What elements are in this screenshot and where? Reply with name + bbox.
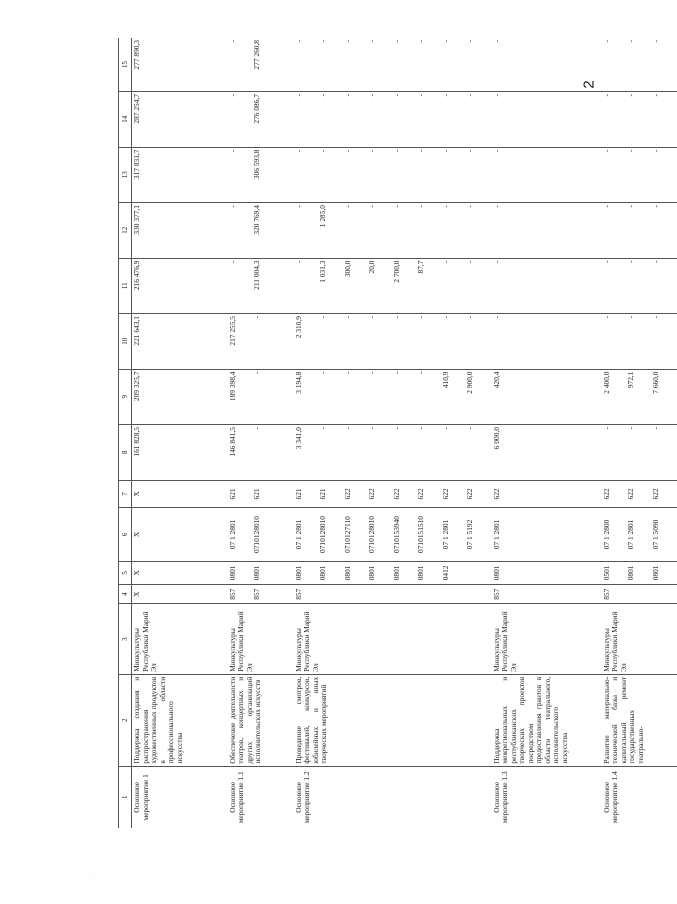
cell-value: 972,1	[626, 371, 635, 389]
cell-value: 87,7	[416, 260, 425, 274]
cell-c10-values	[294, 314, 492, 370]
activity-code	[132, 766, 228, 828]
cell-value: 276 086,7	[252, 94, 261, 124]
activity-row	[228, 38, 294, 828]
cell-value: 0501	[601, 565, 611, 581]
column-number-2: 2	[119, 674, 132, 766]
activity-description	[492, 674, 602, 766]
cell-c10-values	[132, 314, 228, 370]
column-number-5: 5	[119, 561, 132, 584]
column-number-10: 10	[119, 314, 132, 370]
cell-value: -	[293, 40, 303, 43]
cell-value: -	[227, 205, 237, 208]
cell-value: 622	[391, 488, 401, 500]
cell-value: 622	[601, 488, 611, 500]
cell-text: Основное мероприятие 1.2	[293, 771, 312, 824]
column-number-9: 9	[119, 369, 132, 425]
cell-c13-values	[294, 147, 492, 203]
cell-value: 857	[252, 588, 261, 600]
cell-value: 0710153940	[391, 516, 401, 553]
cell-value: 0801	[342, 565, 352, 581]
cell-value: -	[318, 149, 327, 152]
cell-value: -	[391, 94, 401, 97]
scan-mark: ·	[92, 876, 94, 882]
activity-code	[228, 766, 294, 828]
cell-c4-values	[492, 585, 602, 604]
rotated-table-container	[118, 38, 660, 828]
cell-value: -	[342, 94, 352, 97]
cell-value: 622	[416, 488, 425, 500]
cell-c10-values	[492, 314, 602, 370]
cell-value: 300,0	[342, 260, 352, 278]
cell-c12-values	[132, 203, 228, 259]
cell-value: -	[367, 149, 376, 152]
cell-value: -	[440, 427, 450, 430]
cell-value: 0801	[252, 565, 261, 581]
cell-c15-values	[602, 38, 677, 92]
cell-text: Минкультуры Республики Марий Эл	[293, 611, 320, 672]
cell-text: Минкультуры Республики Марий Эл	[227, 611, 254, 672]
cell-value: 07 1 2800	[601, 519, 611, 550]
cell-value: 0710128010	[367, 516, 376, 553]
cell-value: -	[367, 371, 376, 374]
cell-value: -	[391, 427, 401, 430]
cell-c9-values	[228, 369, 294, 425]
cell-c14-values	[132, 92, 228, 148]
cell-c9-values	[492, 369, 602, 425]
activity-description	[228, 674, 294, 766]
cell-value: -	[293, 205, 303, 208]
cell-value: -	[465, 149, 474, 152]
cell-value: -	[416, 205, 425, 208]
cell-value: 3 341,0	[293, 427, 303, 450]
cell-value: -	[465, 316, 474, 319]
cell-value: 277 260,8	[252, 40, 261, 70]
cell-value: -	[342, 149, 352, 152]
column-number-11: 11	[119, 258, 132, 314]
cell-value: -	[626, 427, 635, 430]
cell-c7-values	[602, 480, 677, 508]
cell-value: 320 769,4	[252, 205, 261, 235]
activity-code	[294, 766, 492, 828]
cell-value: -	[227, 260, 237, 263]
cell-value: -	[440, 260, 450, 263]
cell-c7-values	[294, 480, 492, 508]
column-number-7: 7	[119, 480, 132, 508]
cell-text: Поддержка межрегиональных и республиканских творческих проектов посредством предоставления грантов в области театрального, исполнительского искусства	[491, 676, 569, 764]
cell-c13-values	[132, 147, 228, 203]
cell-value: -	[465, 40, 474, 43]
cell-c5-values	[294, 561, 492, 584]
cell-value: 0801	[318, 565, 327, 581]
cell-c6-values	[228, 508, 294, 561]
cell-value: 07 1 2801	[293, 519, 303, 550]
responsible-executor	[492, 604, 602, 674]
page-number: 2	[580, 80, 598, 89]
cell-value: 161 828,5	[132, 427, 141, 457]
cell-value: 621	[318, 488, 327, 500]
cell-value: -	[491, 94, 501, 97]
column-number-3: 3	[119, 604, 132, 674]
activity-row	[492, 38, 602, 828]
cell-value: -	[491, 260, 501, 263]
cell-value: 217 255,5	[227, 316, 237, 346]
cell-value: Х	[132, 570, 141, 576]
cell-value: -	[293, 149, 303, 152]
cell-value: 857	[601, 588, 611, 600]
cell-c10-values	[602, 314, 677, 370]
cell-value: 277 890,3	[132, 40, 141, 70]
cell-value: -	[440, 316, 450, 319]
cell-value: 146 841,5	[227, 427, 237, 457]
cell-value: 221 643,1	[132, 316, 141, 346]
cell-value: -	[491, 149, 501, 152]
cell-c7-values	[228, 480, 294, 508]
cell-c13-values	[228, 147, 294, 203]
cell-c5-values	[132, 561, 228, 584]
cell-c4-values	[228, 585, 294, 604]
cell-value: -	[318, 40, 327, 43]
activity-row	[132, 38, 228, 828]
cell-value: -	[650, 149, 660, 152]
cell-value: 209 325,7	[132, 371, 141, 402]
cell-value: 07 1 5192	[465, 519, 474, 550]
cell-c5-values	[492, 561, 602, 584]
cell-value: -	[391, 316, 401, 319]
cell-value: -	[367, 427, 376, 430]
cell-value: -	[342, 40, 352, 43]
cell-c9-values	[602, 369, 677, 425]
cell-value: 189 398,4	[227, 371, 237, 402]
cell-c9-values	[294, 369, 492, 425]
column-number-14: 14	[119, 92, 132, 148]
cell-value: 07 1 2801	[227, 519, 237, 550]
cell-c9-values	[132, 369, 228, 425]
cell-value: -	[465, 427, 474, 430]
cell-c15-values	[132, 38, 228, 92]
cell-c12-values	[492, 203, 602, 259]
cell-value: -	[440, 40, 450, 43]
cell-value: 07 1 2801	[491, 519, 501, 550]
cell-text: Минкультуры Республики Марий Эл	[132, 611, 159, 672]
cell-value: -	[318, 316, 327, 319]
column-number-6: 6	[119, 508, 132, 561]
cell-value: -	[252, 316, 261, 319]
cell-value: 622	[440, 488, 450, 500]
cell-value: 6 000,0	[491, 427, 501, 450]
cell-c11-values	[492, 258, 602, 314]
cell-c8-values	[294, 425, 492, 481]
cell-value: -	[626, 205, 635, 208]
activity-row	[294, 38, 492, 828]
cell-value: 0801	[367, 565, 376, 581]
cell-value: -	[601, 40, 611, 43]
cell-c8-values	[228, 425, 294, 481]
cell-c8-values	[602, 425, 677, 481]
cell-value: -	[416, 316, 425, 319]
cell-value: -	[391, 40, 401, 43]
cell-text: Основное мероприятие 1.1	[227, 771, 246, 824]
cell-value: -	[465, 94, 474, 97]
cell-c15-values	[294, 38, 492, 92]
cell-value: -	[601, 427, 611, 430]
cell-c5-values	[228, 561, 294, 584]
cell-c7-values	[132, 480, 228, 508]
cell-value: 622	[367, 488, 376, 500]
cell-value: -	[601, 149, 611, 152]
cell-c8-values	[132, 425, 228, 481]
cell-value: -	[491, 316, 501, 319]
cell-value: 287 254,7	[132, 94, 141, 124]
cell-value: 0801	[416, 565, 425, 581]
cell-value: -	[440, 205, 450, 208]
cell-value: 622	[465, 488, 474, 500]
cell-value: 0412	[440, 565, 450, 581]
cell-text: Поддержка создания и распространения художественных продуктов в области профессионального искусства	[132, 676, 184, 764]
cell-value: 2 700,0	[391, 260, 401, 283]
cell-c15-values	[228, 38, 294, 92]
cell-c8-values	[492, 425, 602, 481]
cell-c6-values	[492, 508, 602, 561]
cell-value: 216 476,9	[132, 260, 141, 291]
cell-value: 857	[227, 588, 237, 600]
cell-value: 1 031,3	[318, 260, 327, 283]
budget-table	[118, 38, 677, 828]
cell-value: 0801	[293, 565, 303, 581]
cell-value: -	[367, 94, 376, 97]
responsible-executor	[132, 604, 228, 674]
cell-c12-values	[602, 203, 677, 259]
cell-text: Минкультуры Республики Марий Эл	[491, 611, 518, 672]
cell-value: -	[650, 260, 660, 263]
cell-value: -	[601, 260, 611, 263]
cell-value: -	[416, 94, 425, 97]
cell-value: 621	[227, 488, 237, 500]
cell-value: -	[626, 316, 635, 319]
cell-value: -	[601, 205, 611, 208]
cell-c13-values	[492, 147, 602, 203]
activity-description	[132, 674, 228, 766]
cell-value: -	[626, 149, 635, 152]
cell-value: -	[293, 260, 303, 263]
cell-value: -	[318, 427, 327, 430]
cell-value: 317 831,7	[132, 149, 141, 180]
cell-c12-values	[228, 203, 294, 259]
activity-code	[602, 766, 677, 828]
cell-value: -	[227, 149, 237, 152]
cell-value: -	[252, 371, 261, 374]
activity-code	[492, 766, 602, 828]
cell-value: -	[650, 316, 660, 319]
cell-value: 07 1 2801	[626, 519, 635, 550]
cell-c14-values	[492, 92, 602, 148]
cell-c13-values	[602, 147, 677, 203]
cell-value: -	[465, 260, 474, 263]
column-number-13: 13	[119, 147, 132, 203]
cell-value: -	[293, 94, 303, 97]
cell-value: -	[626, 40, 635, 43]
cell-value: 7 660,0	[650, 371, 660, 394]
cell-value: -	[252, 427, 261, 430]
cell-value: 2 310,9	[293, 316, 303, 339]
cell-text: Основное мероприятие 1.3	[491, 771, 510, 824]
cell-c12-values	[294, 203, 492, 259]
cell-c5-values	[602, 561, 677, 584]
cell-c14-values	[294, 92, 492, 148]
activity-row	[602, 38, 677, 828]
cell-value: Х	[132, 531, 141, 538]
cell-value: 621	[293, 488, 303, 500]
cell-value: -	[440, 94, 450, 97]
cell-value: 2 400,0	[601, 371, 611, 394]
cell-value: -	[367, 316, 376, 319]
cell-value: -	[650, 94, 660, 97]
cell-value: -	[227, 40, 237, 43]
cell-value: 0801	[626, 565, 635, 581]
cell-value: -	[391, 149, 401, 152]
cell-value: -	[601, 316, 611, 319]
cell-value: 857	[293, 588, 303, 600]
cell-value: -	[367, 40, 376, 43]
column-number-4: 4	[119, 585, 132, 604]
cell-value: 0801	[227, 565, 237, 581]
cell-value: 0710128010	[318, 516, 327, 553]
cell-value: 07 1 2801	[440, 519, 450, 550]
cell-c6-values	[602, 508, 677, 561]
cell-c15-values	[492, 38, 602, 92]
cell-value: 20,0	[367, 260, 376, 274]
cell-value: -	[491, 205, 501, 208]
cell-value: 306 593,8	[252, 149, 261, 180]
responsible-executor	[228, 604, 294, 674]
cell-value: -	[391, 205, 401, 208]
cell-c4-values	[602, 585, 677, 604]
column-number-header	[119, 38, 132, 828]
column-number-12: 12	[119, 203, 132, 259]
cell-value: 622	[650, 488, 660, 500]
cell-c11-values	[602, 258, 677, 314]
column-number-15: 15	[119, 38, 132, 92]
cell-c14-values	[602, 92, 677, 148]
column-number-1: 1	[119, 766, 132, 828]
cell-text: Проведение смотров, фестивалей, конкурсов, юбилейных и иных творческих мероприятий	[293, 676, 329, 764]
cell-value: 410,9	[440, 371, 450, 389]
cell-c6-values	[294, 508, 492, 561]
cell-value: 622	[626, 488, 635, 500]
cell-c14-values	[228, 92, 294, 148]
cell-value: -	[601, 94, 611, 97]
cell-value: 621	[252, 488, 261, 500]
cell-c10-values	[228, 314, 294, 370]
cell-text: Минкультуры Республики Марий Эл	[601, 611, 628, 672]
cell-c11-values	[294, 258, 492, 314]
cell-value: -	[416, 40, 425, 43]
cell-value: 0710127110	[342, 516, 352, 553]
cell-value: -	[367, 205, 376, 208]
cell-text: Обеспечение деятельности театров, концертных и других организаций исполнительских искусств	[227, 676, 263, 764]
cell-value: -	[342, 316, 352, 319]
cell-value: 420,4	[491, 371, 501, 389]
cell-value: -	[626, 260, 635, 263]
activity-description	[602, 674, 677, 766]
column-number-8: 8	[119, 425, 132, 481]
cell-value: -	[227, 94, 237, 97]
cell-value: -	[626, 94, 635, 97]
cell-value: -	[342, 205, 352, 208]
cell-value: 07 1 5090	[650, 519, 660, 550]
cell-value: -	[465, 205, 474, 208]
cell-text: Основное мероприятие 1	[132, 774, 150, 821]
cell-value: 622	[491, 488, 501, 500]
cell-value: 330 377,1	[132, 205, 141, 235]
cell-value: -	[650, 205, 660, 208]
cell-c7-values	[492, 480, 602, 508]
cell-value: 0801	[650, 565, 660, 581]
cell-value: 1 285,0	[318, 205, 327, 228]
cell-value: -	[342, 371, 352, 374]
cell-value: 2 900,0	[465, 371, 474, 394]
cell-value: -	[440, 149, 450, 152]
cell-c4-values	[132, 585, 228, 604]
responsible-executor	[602, 604, 677, 674]
activity-description	[294, 674, 492, 766]
cell-value: -	[650, 40, 660, 43]
cell-c11-values	[228, 258, 294, 314]
cell-text: Основное мероприятие 1.4	[601, 771, 620, 824]
cell-c6-values	[132, 508, 228, 561]
cell-value: -	[650, 427, 660, 430]
cell-value: -	[318, 371, 327, 374]
cell-value: -	[391, 371, 401, 374]
cell-value: Х	[132, 591, 141, 597]
cell-c4-values	[294, 585, 492, 604]
cell-value: -	[342, 427, 352, 430]
cell-value: 0801	[491, 565, 501, 581]
cell-value: 0710151510	[416, 516, 425, 553]
cell-value: 3 194,8	[293, 371, 303, 394]
cell-value: -	[318, 94, 327, 97]
cell-value: -	[416, 371, 425, 374]
cell-c11-values	[132, 258, 228, 314]
responsible-executor	[294, 604, 492, 674]
cell-text: Развитие материально-технической базы и капитальный ремонт государственных театрально-	[601, 676, 645, 764]
cell-value: -	[416, 149, 425, 152]
cell-value: 622	[342, 488, 352, 500]
cell-value: -	[416, 427, 425, 430]
cell-value: 0801	[391, 565, 401, 581]
cell-value: 211 004,3	[252, 260, 261, 290]
cell-value: 0710128010	[252, 516, 261, 553]
cell-value: Х	[132, 491, 141, 497]
cell-value: 857	[491, 588, 501, 600]
cell-value: -	[491, 40, 501, 43]
